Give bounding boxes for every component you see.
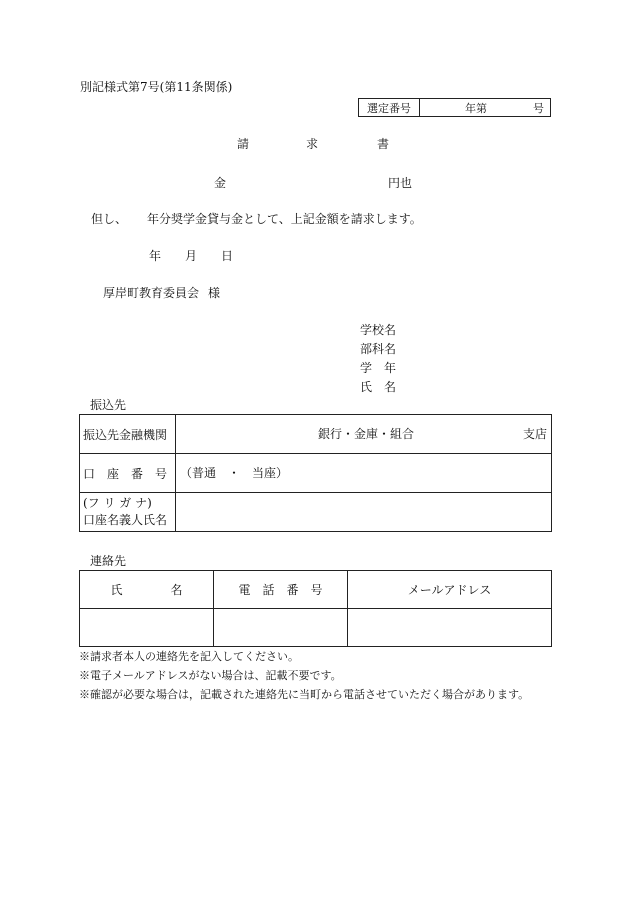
bank-institution-field[interactable]: [176, 415, 552, 454]
account-number-label: 口 座 番 号: [80, 454, 176, 493]
contact-name-field[interactable]: [80, 609, 214, 647]
selection-number-box: [358, 98, 551, 117]
contact-header-phone: 電 話 番 号: [214, 571, 348, 609]
proviso-lead: 但し、: [91, 212, 128, 226]
amount-suffix: 円也: [388, 176, 413, 190]
bank-branch-suffix: 支店: [522, 427, 547, 441]
selection-number-label: 選定番号: [359, 99, 420, 116]
addressee-name: 厚岸町教育委員会: [103, 286, 200, 300]
date-year: 年: [149, 249, 162, 263]
page-title: 請 求 書: [237, 137, 390, 151]
account-type-text: （普通 ・ 当座）: [180, 466, 289, 480]
applicant-name-label: 氏 名: [360, 380, 397, 394]
account-holder-field[interactable]: [176, 493, 552, 532]
bank-type-text: 銀行・金庫・組合: [318, 427, 415, 441]
holder-name-label: 口座名義人氏名: [83, 513, 168, 527]
contact-section-heading: 連絡先: [90, 554, 127, 568]
date-month: 月: [185, 249, 198, 263]
furigana-label: (フ リ ガ ナ): [83, 496, 152, 510]
form-reference: 別記様式第7号(第11条関係): [80, 80, 233, 94]
account-holder-label: [80, 493, 176, 532]
contact-header-name: 氏 名: [80, 571, 214, 609]
amount-prefix: 金: [214, 176, 227, 190]
contact-header-email: メールアドレス: [348, 571, 552, 609]
note-2: ※電子メールアドレスがない場合は、記載不要です。: [79, 669, 342, 682]
bank-section-heading: 振込先: [90, 398, 127, 412]
selection-number-field[interactable]: [419, 99, 550, 116]
date-day: 日: [221, 249, 234, 263]
contact-email-field[interactable]: [348, 609, 552, 647]
contact-table: [79, 570, 552, 647]
applicant-grade-label: 学 年: [360, 361, 397, 375]
contact-phone-field[interactable]: [214, 609, 348, 647]
applicant-dept-label: 部科名: [360, 342, 397, 356]
addressee-honorific: 様: [208, 286, 221, 300]
selection-number-suffix: 号: [533, 101, 544, 115]
selection-year-label: 年第: [465, 101, 487, 115]
bank-institution-label: 振込先金融機関: [80, 415, 176, 454]
bank-table: [79, 414, 552, 532]
proviso-text: 年分奨学金貸与金として、上記金額を請求します。: [147, 212, 422, 226]
note-3: ※確認が必要な場合は，記載された連絡先に当町から電話させていただく場合があります。: [79, 688, 530, 701]
amount-field[interactable]: [232, 174, 382, 190]
account-number-field[interactable]: [176, 454, 552, 493]
note-1: ※請求者本人の連絡先を記入してください。: [79, 650, 299, 663]
applicant-school-label: 学校名: [360, 323, 397, 337]
